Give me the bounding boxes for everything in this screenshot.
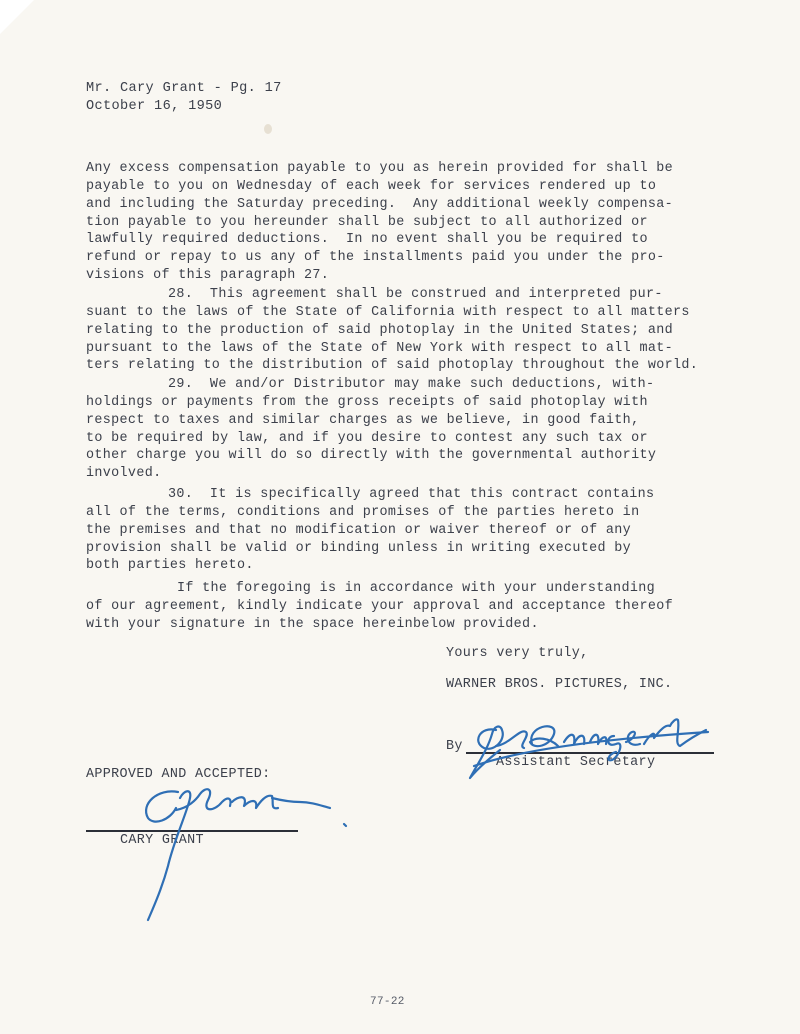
page-header-date: October 16, 1950 [86,99,223,114]
by-label: By [446,739,463,754]
paragraph-28-line: suant to the laws of the State of California with respect to all matters [86,305,690,320]
paragraph-29-line: involved. [86,466,162,481]
paragraph-30-line: all of the terms, conditions and promises of the parties hereto in [86,505,640,520]
footer-mark: 77-22 [370,996,405,1008]
paragraph-28-line: ters relating to the distribution of said photoplay throughout the world. [86,358,699,373]
company-signature [466,716,726,786]
paragraph-1-line: lawfully required deductions. In no event shall you be required to [86,232,648,247]
folded-corner [0,0,34,34]
paragraph-29-line: respect to taxes and similar charges as we believe, in good faith, [86,413,640,428]
paragraph-1-line: payable to you on Wednesday of each week for services rendered up to [86,179,657,194]
signer-title: Assistant Secretary [496,755,656,770]
company-name: WARNER BROS. PICTURES, INC. [446,677,673,692]
paragraph-28-line: relating to the production of said photoplay in the United States; and [86,323,673,338]
paragraph-1-line: tion payable to you hereunder shall be subject to all authorized or [86,215,648,230]
paragraph-30-line: both parties hereto. [86,558,254,573]
paragraph-29-line: holdings or payments from the gross receipts of said photoplay with [86,395,648,410]
page-header-line1: Mr. Cary Grant - Pg. 17 [86,81,282,96]
paragraph-30-line: 30. It is specifically agreed that this contract contains [168,487,655,502]
paper-stain [264,124,272,134]
closing-paragraph-line: of our agreement, kindly indicate your approval and acceptance thereof [86,599,673,614]
approver-name: CARY GRANT [120,833,204,848]
paragraph-1-line: visions of this paragraph 27. [86,268,330,283]
closing-paragraph-line: with your signature in the space hereinbelow provided. [86,617,539,632]
closing-paragraph-line: If the foregoing is in accordance with your understanding [177,581,655,596]
paragraph-28-line: 28. This agreement shall be construed and interpreted pur- [168,287,663,302]
paragraph-1-line: Any excess compensation payable to you as herein provided for shall be [86,161,673,176]
paragraph-30-line: provision shall be valid or binding unless in writing executed by [86,541,632,556]
paragraph-1-line: and including the Saturday preceding. Any additional weekly compensa- [86,197,673,212]
paragraph-29-line: other charge you will do so directly with the governmental authority [86,448,657,463]
paragraph-1-line: refund or repay to us any of the installments paid you under the pro- [86,250,665,265]
approval-label: APPROVED AND ACCEPTED: [86,767,271,782]
paragraph-29-line: to be required by law, and if you desire to contest any such tax or [86,431,648,446]
paragraph-30-line: the premises and that no modification or waiver thereof or of any [86,523,632,538]
cary-grant-signature [140,780,350,925]
salutation: Yours very truly, [446,646,589,661]
paragraph-29-line: 29. We and/or Distributor may make such deductions, with- [168,377,655,392]
paragraph-28-line: pursuant to the laws of the State of New York with respect to all mat- [86,341,673,356]
